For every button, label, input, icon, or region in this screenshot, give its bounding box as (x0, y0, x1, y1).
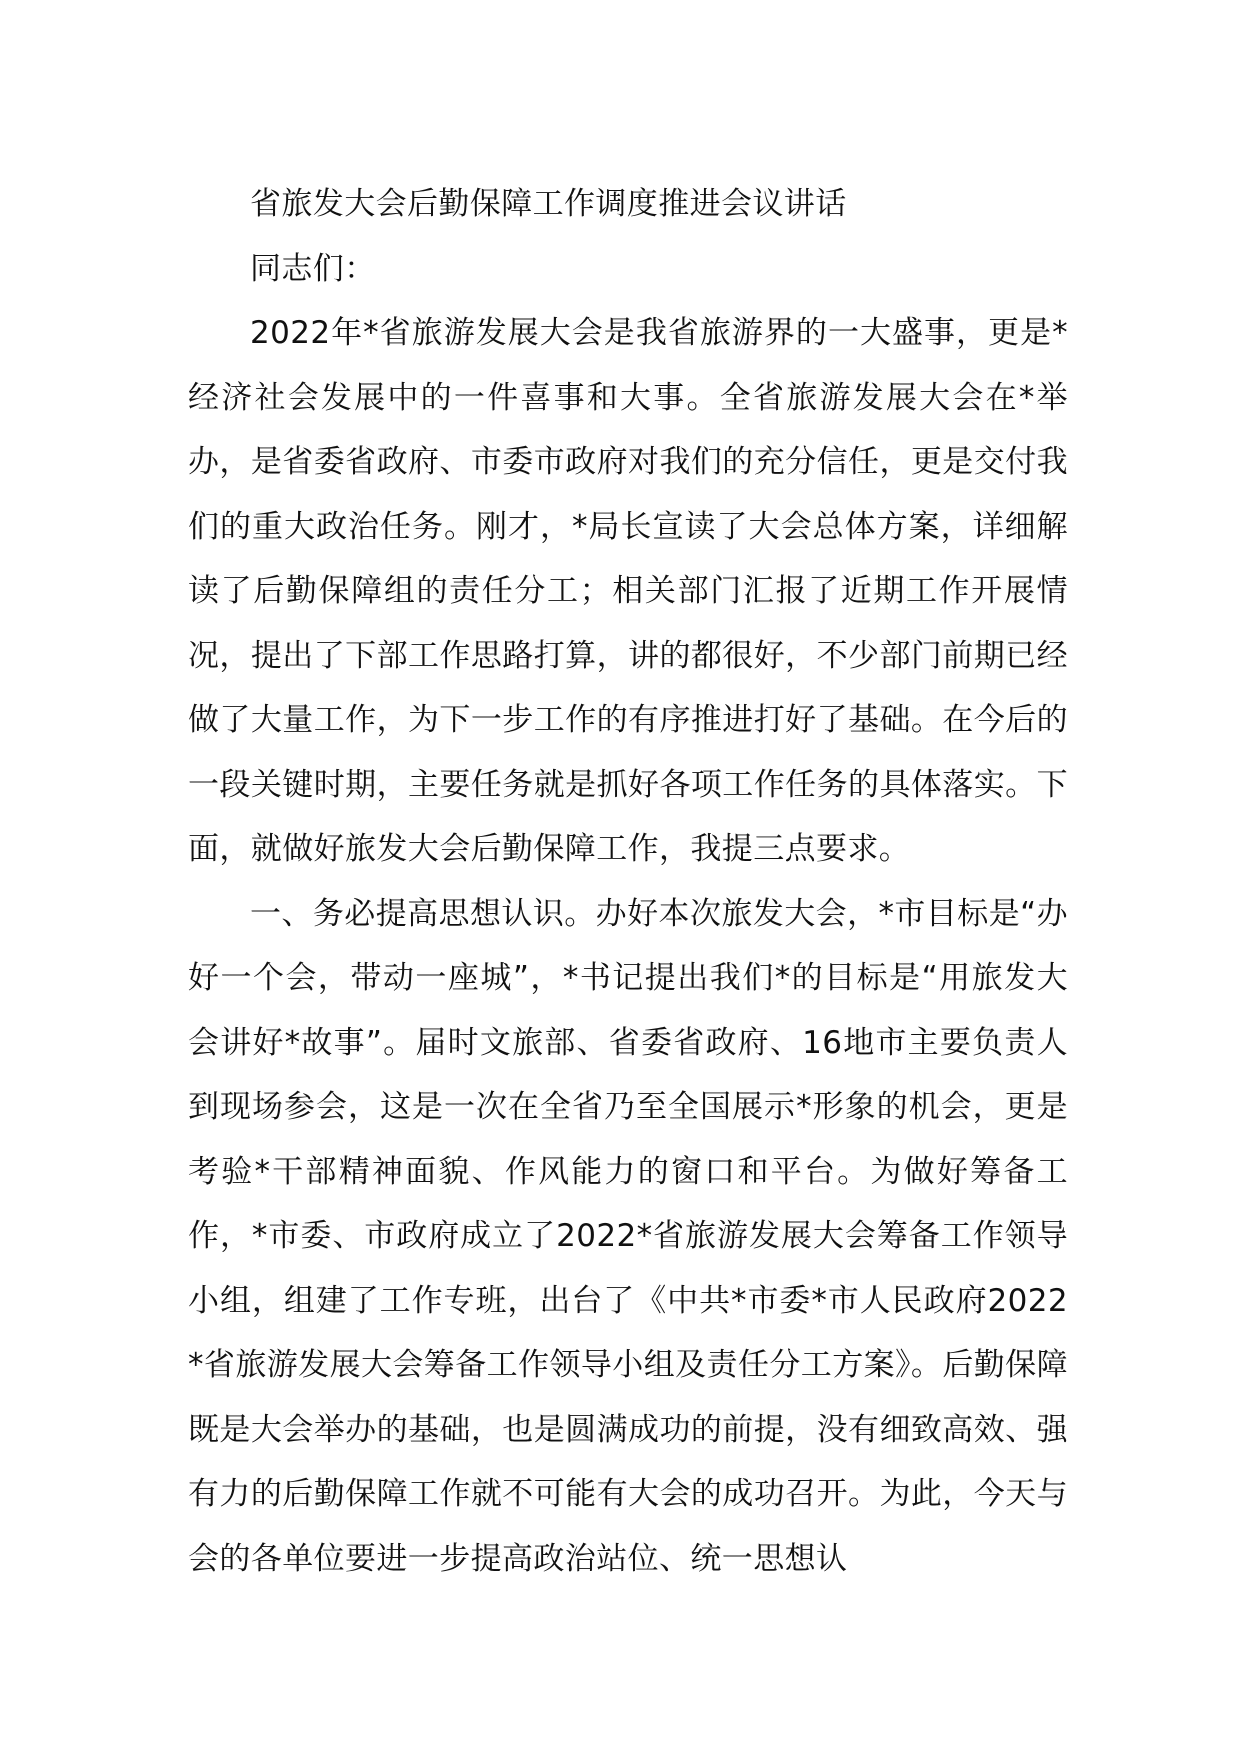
document-body (188, 172, 1068, 1591)
paragraph-intro: 2022年*省旅游发展大会是我省旅游界的一大盛事，更是*经济社会发展中的一件喜事和大事。全省旅游发展大会在*举办，是省委省政府、市委市政府对我们的充分信任，更是交付我们的重大政治任务。刚才，*局长宣读了大会总体方案，详细解读了后勤保障组的责任分工；相关部门汇报了近期工作开展情况，提出了下部工作思路打算，讲的都很好，不少部门前期已经做了大量工作，为下一步工作的有序推进打好了基础。在今后的一段关键时期，主要任务就是抓好各项工作任务的具体落实。下面，就做好旅发大会后勤保障工作，我提三点要求。 (188, 315, 1068, 867)
paragraph-point-one: 一、务必提高思想认识。办好本次旅发大会，*市目标是“办好一个会，带动一座城”，*书记提出我们*的目标是“用旅发大会讲好*故事”。届时文旅部、省委省政府、16地市主要负责人到现场参会，这是一次在全省乃至全国展示*形象的机会，更是考验*干部精神面貌、作风能力的窗口和平台。为做好筹备工作，*市委、市政府成立了2022*省旅游发展大会筹备工作领导小组，组建了工作专班，出台了《中共*市委*市人民政府2022*省旅游发展大会筹备工作领导小组及责任分工方案》。后勤保障既是大会举办的基础，也是圆满成功的前提，没有细致高效、强有力的后勤保障工作就不可能有大会的成功召开。为此，今天与会的各单位要进一步提高政治站位、统一思想认 (188, 895, 1068, 1577)
document-title: 省旅发大会后勤保障工作调度推进会议讲话 (250, 186, 847, 222)
greeting: 同志们： (250, 250, 376, 287)
